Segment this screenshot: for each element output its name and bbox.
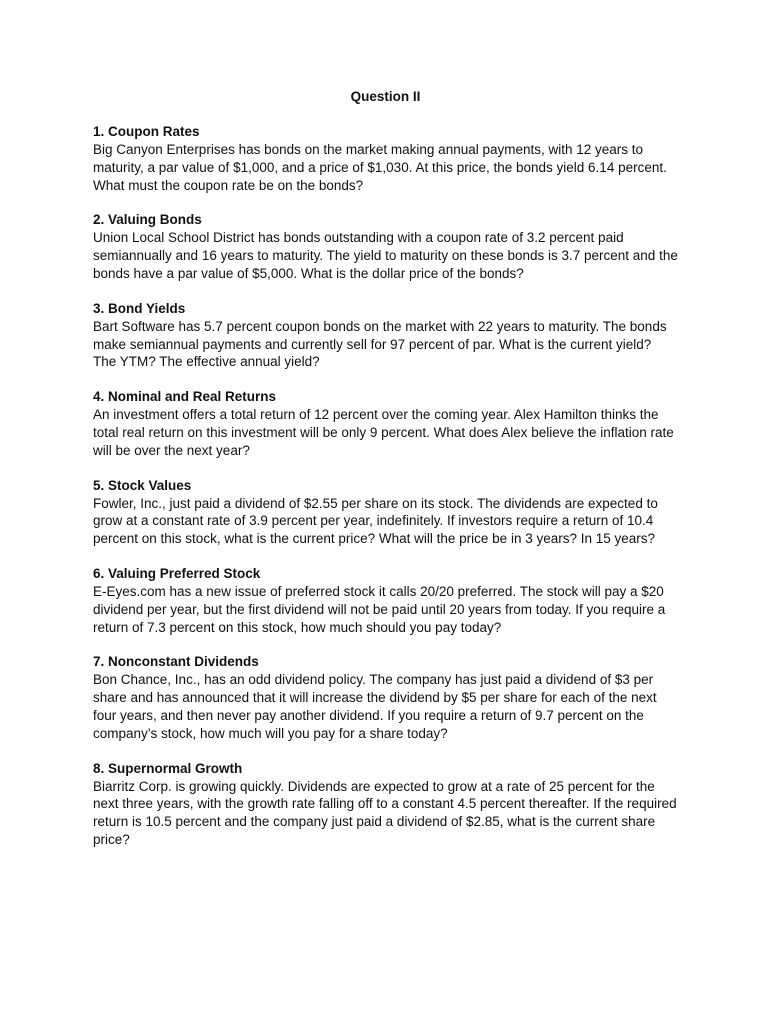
question-text: Biarritz Corp. is growing quickly. Dividends are expected to grow at a rate of 25 percent for the next three years, with the growth rate falling off to a constant 4.5 percent thereafter. If the required return is 10.5 percent and the company just paid a dividend of $2.85, what is the current share price? [93, 778, 677, 847]
question-heading: 5. Stock Values [93, 477, 192, 493]
question-2 [93, 211, 678, 282]
question-heading: 1. Coupon Rates [93, 124, 200, 139]
question-heading: 8. Supernormal Growth [93, 760, 243, 776]
question-text: Bart Software has 5.7 percent coupon bonds on the market with 22 years to maturity. The bonds make semiannual payments and currently sell for 97 percent of par. What is the current yield? The YTM? The effective annual yield? [93, 318, 667, 370]
question-7 [93, 653, 678, 742]
question-text: Big Canyon Enterprises has bonds on the market making annual payments, with 12 years to maturity, a par value of $1,000, and a price of $1,030. At this price, the bonds yield 6.14 percent. What must the coupon rate be on the bonds? [93, 142, 667, 193]
document-title: Question II [350, 89, 421, 104]
question-heading: 4. Nominal and Real Returns [93, 389, 277, 405]
question-text: E-Eyes.com has a new issue of preferred stock it calls 20/20 preferred. The stock will pay a $20 dividend per year, but the first dividend will not be paid until 20 years from today. If you require a return of 7.3 percent on this stock, how much should you pay today? [93, 583, 666, 635]
question-heading: 3. Bond Yields [93, 300, 186, 316]
question-1 [93, 123, 678, 194]
question-5 [93, 477, 678, 548]
question-text: Fowler, Inc., just paid a dividend of $2.55 per share on its stock. The dividends are expected to grow at a constant rate of 3.9 percent per year, indefinitely. If investors require a return of 10.4 percent on this stock, what is the current price? What will the price be in 3 years? In 15 years? [93, 495, 658, 547]
question-heading: 7. Nonconstant Dividends [93, 654, 259, 670]
question-heading: 2. Valuing Bonds [93, 212, 202, 228]
question-text: Bon Chance, Inc., has an odd dividend policy. The company has just paid a dividend of $3 per share and has announced that it will increase the dividend by $5 per share for each of the next four years, and then never pay another dividend. If you require a return of 9.7 percent on the company’s stock, how much will you pay for a share today? [93, 672, 657, 741]
question-4 [93, 388, 678, 459]
question-text: Union Local School District has bonds outstanding with a coupon rate of 3.2 percent paid semiannually and 16 years to maturity. The yield to maturity on these bonds is 3.7 percent and the bonds have a par value of $5,000. What is the dollar price of the bonds? [93, 230, 678, 281]
question-6 [93, 565, 678, 636]
question-text: An investment offers a total return of 12 percent over the coming year. Alex Hamilton thinks the total real return on this investment will be only 9 percent. What does Alex believe the inflation rate will be over the next year? [93, 407, 674, 458]
question-8 [93, 760, 678, 849]
question-heading: 6. Valuing Preferred Stock [93, 565, 261, 581]
question-3 [93, 300, 678, 371]
